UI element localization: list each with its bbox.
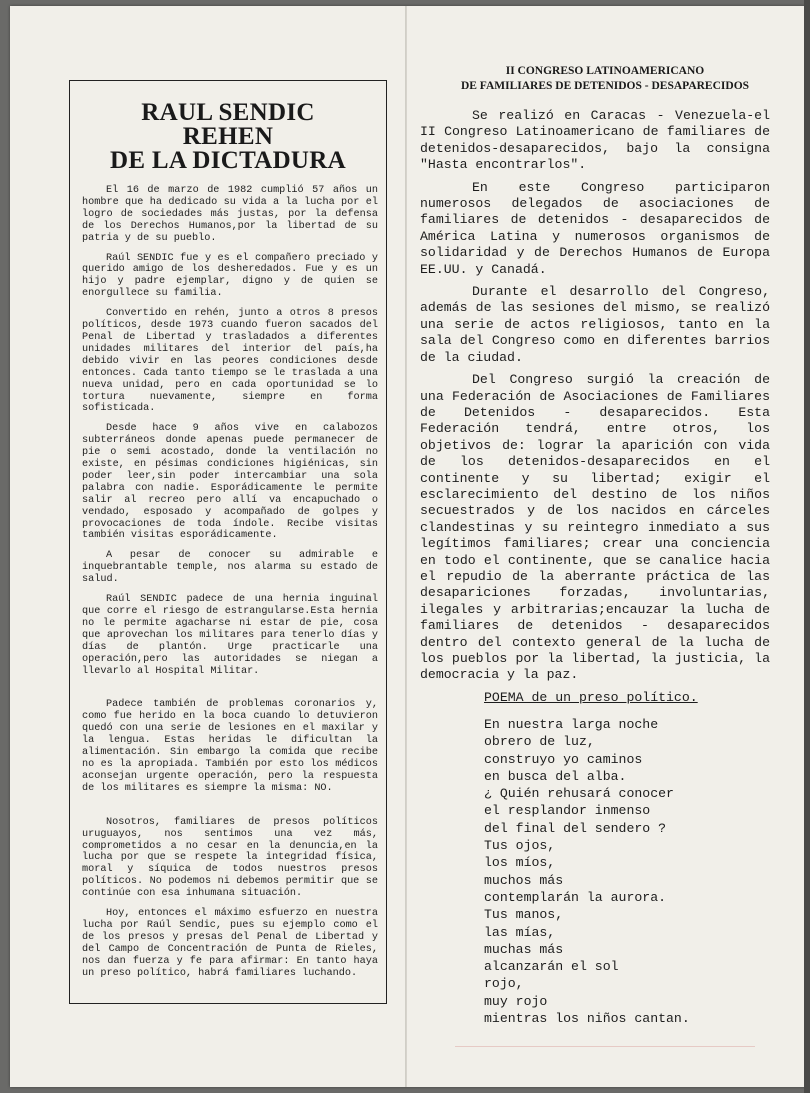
congress-paragraph: En este Congreso participaron numerosos delegados de asociaciones de familiares de detenidos - desaparecidos de América Latina y numerosos organismos de solidaridad y de Derechos Humanos de Europa EE.UU. y Canadá.	[420, 179, 770, 277]
article-paragraph: Padece también de problemas coronarios y, como fue herido en la boca cuando lo detuvieron quedó con una serie de lesiones en el maxilar y la lengua. Estas heridas le dificultan la alimentación. Sin embargo la comida que recibe no es la apropiada. También por esto los médicos aconsejan urgente operación, pero la respuesta de los militares es siempre la misma: NO.	[82, 699, 378, 794]
poem	[484, 716, 690, 1027]
poem-line: contemplarán la aurora.	[484, 889, 667, 905]
article-body	[82, 185, 378, 987]
heading-line: DE FAMILIARES DE DETENIDOS - DESAPARECIDOS	[460, 80, 750, 92]
article-paragraph: Desde hace 9 años vive en calabozos subterráneos donde apenas puede permanecer de pie o semi acostado, donde la ventilación no existe, en pésimas condiciones higiénicas, sin poder leer,sin poder intercambiar una sola palabra con nadie. Esporádicamente le permite salir al recreo pero allí va encapuchado o vendado, esposado y acompañado de golpes y provocaciones de toda índole. Recibe visitas también visitas esporádicamente.	[82, 423, 378, 542]
poem-line: ¿ Quién rehusará conocer	[484, 786, 674, 802]
congress-paragraph: Del Congreso surgió la creación de una Federación de Asociaciones de Familiares de Detenidos - desaparecidos. Esta Federación tendrá, entre otros, los objetivos de: lograr la aparición con vida de los detenidos-desaparecidos en el continente y su libertad; exigir el esclarecimiento del destino de los niños secuestrados y de los nacidos en cárceles clandestinas y su reintegro inmediato a sus legítimos familiares; crear una conciencia en todo el continente, que se canalice hacia el repudio de la aberrante práctica de las desapariciones forzadas, involuntarias, ilegales y arbitrarias;encauzar la lucha de familiares de detenidos - desaparecidos dentro del contexto general de la lucha de los pueblos por la libertad, la justicia, la democracia y la paz.	[420, 372, 770, 683]
congress-heading	[420, 64, 790, 94]
poem-line: muy rojo	[484, 993, 548, 1009]
title-line: DE LA DICTADURA	[109, 147, 346, 174]
heading-line: II CONGRESO LATINOAMERICANO	[505, 65, 705, 77]
poem-title: POEMA de un preso político.	[484, 690, 698, 705]
poem-line: mientras los niños cantan.	[484, 1011, 690, 1027]
left-article-box	[69, 80, 387, 1004]
poem-line: muchas más	[484, 941, 564, 957]
scan-edge	[804, 0, 810, 1093]
article-paragraph: A pesar de conocer su admirable e inquebrantable temple, nos alarma su estado de salud.	[82, 550, 378, 586]
page-fold	[405, 6, 407, 1087]
poem-line: obrero de luz,	[484, 734, 595, 750]
poem-line: construyo yo caminos	[484, 751, 643, 767]
congress-paragraph: Se realizó en Caracas - Venezuela-el II Congreso Latinoamericano de familiares de detenidos-desaparecidos, bajo la consigna "Hasta encontrarlos".	[420, 108, 770, 173]
article-paragraph: El 16 de marzo de 1982 cumplió 57 años un hombre que ha dedicado su vida a la lucha por el logro de sociedades más justas, por la defensa de los Derechos Humanos,por la libertad de su patria y de su pueblo.	[82, 185, 378, 244]
poem-line: los míos,	[484, 855, 556, 871]
article-paragraph: Nosotros, familiares de presos políticos uruguayos, nos sentimos una vez más, comprometidos a no cesar en la denuncia,en la lucha por que se respete la integridad física, moral y síquica de todos nuestros presos políticos. No podemos ni debemos permitir que se continúe con esa inhumana situación.	[82, 816, 378, 900]
poem-line: el resplandor inmenso	[484, 803, 651, 819]
poem-line: Tus ojos,	[484, 838, 556, 854]
article-title	[70, 101, 386, 173]
poem-line: muchos más	[484, 872, 564, 888]
poem-line: rojo,	[484, 976, 524, 992]
poem-line: las mías,	[484, 924, 556, 940]
congress-body	[420, 108, 770, 690]
congress-paragraph: Durante el desarrollo del Congreso, además de las sesiones del mismo, se realizó una serie de actos religiosos, tanto en la sala del Congreso como en diferentes barrios de la ciudad.	[420, 284, 770, 365]
poem-line: en busca del alba.	[484, 768, 627, 784]
poem-line: del final del sendero ?	[484, 820, 667, 836]
article-paragraph: Raúl SENDIC fue y es el compañero preciado y querido amigo de los desheredados. Fue y es un hijo y padre ejemplar, digno y de quien se enorgullece su familia.	[82, 252, 378, 300]
article-paragraph: Hoy, entonces el máximo esfuerzo en nuestra lucha por Raúl Sendic, pues su ejemplo como el de los presos y presas del Penal de Libertad y del Campo de Concentración de Punta de Rieles, nos dan fuerza y fe para afirmar: En tanto haya un preso político, habrá familiares luchando.	[82, 908, 378, 979]
poem-line: Tus manos,	[484, 907, 564, 923]
article-paragraph: Convertido en rehén, junto a otros 8 presos políticos, desde 1973 cuando fueron sacados del Penal de Libertad y trasladados a diferentes unidades militares del interior del país,ha debido vivir en las peores condiciones desde entonces. Cada tanto tiempo se le traslada a una nueva unidad, pero en cada oportunidad se lo tortura nuevamente, siempre en forma sofisticada.	[82, 308, 378, 415]
title-line: REHEN	[182, 123, 274, 150]
poem-line: alcanzarán el sol	[484, 959, 619, 975]
poem-line: En nuestra larga noche	[484, 717, 659, 732]
article-paragraph: Raúl SENDIC padece de una hernia inguinal que corre el riesgo de estrangularse.Esta hernia no le permite agacharse ni estar de pie, cosa que aprovechan los militares para tenerlo días y días de plantón. Urge practicarle una operación,pero las autoridades se niegan a llevarlo al Hospital Militar.	[82, 594, 378, 677]
title-line: RAUL SENDIC	[141, 99, 315, 126]
